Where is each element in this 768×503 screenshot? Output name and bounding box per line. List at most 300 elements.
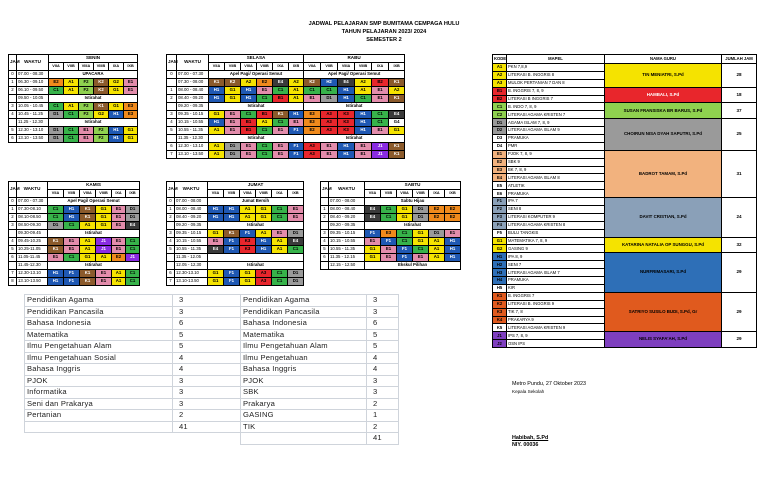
subject-code-cell: A1 [64, 87, 79, 95]
schedule-table-jumat [166, 181, 304, 286]
subject-code-cell: H1 [109, 111, 124, 119]
summary-hours: 3 [367, 306, 399, 318]
summary-subject: PJOK [25, 375, 173, 387]
summary-row [25, 375, 241, 387]
subject-code-cell: G1 [397, 206, 413, 214]
schedule-row [9, 206, 140, 214]
header-kode: KODE [493, 55, 507, 64]
subject-code-cell: E1 [112, 206, 126, 214]
row-waktu: 10.15 - 10.55 [177, 119, 209, 127]
subject-code: E4 [493, 174, 507, 182]
subject-code-cell: D1 [126, 214, 140, 222]
summary-subject: Bahasa Indonesia [25, 318, 173, 330]
subject-code-cell: A1 [429, 246, 445, 254]
schedule-row [321, 254, 461, 262]
subject-code-cell: E1 [112, 238, 126, 246]
row-jam: 8 [9, 278, 17, 286]
subject-code-cell: J1 [372, 151, 389, 159]
schedule-row [9, 71, 138, 79]
schedule-row [9, 198, 140, 206]
subject-name: KIR [507, 284, 605, 292]
subject-code-cell: G1 [96, 206, 112, 214]
subject-code-cell: G1 [96, 222, 112, 230]
summary-hours: 6 [173, 318, 241, 330]
row-waktu: 10.05 - 10.45 [17, 103, 49, 111]
subject-code-cell: H1 [208, 206, 224, 214]
subject-code: E2 [493, 158, 507, 166]
subject-code-cell: E1 [112, 246, 126, 254]
subject-code: J1 [493, 332, 507, 340]
row-activity: Istirahat [304, 135, 405, 143]
schedule-row [167, 262, 304, 270]
subject-name: LITERASI B. INGGRIS 8 [507, 71, 605, 79]
subject-code-cell: E1 [64, 238, 80, 246]
subject-code: H5 [493, 284, 507, 292]
subject-code-cell: E1 [124, 79, 138, 87]
subject-code-cell: D1 [429, 230, 445, 238]
subject-code-cell: F1 [365, 230, 381, 238]
schedule-row [9, 230, 140, 238]
row-waktu: 10.55 - 11.35 [329, 246, 365, 254]
subject-code-cell: G1 [109, 103, 124, 111]
row-waktu: 10.45 - 11.25 [17, 111, 49, 119]
row-waktu: 07.30-08.10 [17, 206, 48, 214]
teacher-hours: 31 [722, 150, 757, 197]
row-jam: 2 [9, 87, 17, 95]
subject-code-cell: E4 [389, 111, 405, 119]
subject-code-cell: D1 [49, 111, 64, 119]
subject-code-cell: K1 [273, 111, 289, 119]
summary-subject: Matematika [241, 329, 367, 341]
subject-code-cell: G1 [208, 230, 224, 238]
schedule-row [321, 262, 461, 270]
row-waktu: 09.35 - 10.15 [177, 111, 209, 119]
subject-name: BULU TANGKIS [507, 229, 605, 237]
subject-row [493, 253, 757, 261]
row-waktu: 13.10-13.50 [17, 278, 48, 286]
header-class: VIIA [304, 63, 321, 71]
subject-code-cell: H1 [338, 143, 355, 151]
subject-code-cell: C1 [257, 143, 273, 151]
subject-code-cell: E1 [372, 95, 389, 103]
subject-code-cell: K1 [80, 206, 96, 214]
schedule-row [167, 214, 304, 222]
summary-row [241, 421, 399, 433]
row-waktu: 09.30-09.45 [17, 230, 48, 238]
row-jam: 1 [321, 206, 329, 214]
row-jam: 6 [167, 143, 177, 151]
header-class: VIIB [64, 190, 80, 198]
schedule-row [9, 214, 140, 222]
subject-code-cell: C1 [272, 278, 288, 286]
header-jam: JAM [167, 182, 175, 198]
subject-code-cell: J1 [126, 254, 140, 262]
summary-row [241, 387, 399, 399]
row-activity: Jumat Bersih [208, 198, 304, 206]
schedule-row [321, 230, 461, 238]
subject-code-cell: F2 [94, 127, 109, 135]
row-waktu: 12.05 - 12.30 [175, 262, 208, 270]
subject-code-cell: E1 [241, 143, 257, 151]
schedule-row [9, 222, 140, 230]
summary-hours: 3 [367, 387, 399, 399]
row-jam: 3 [167, 230, 175, 238]
row-jam: 5 [321, 246, 329, 254]
subject-code-cell: A3 [321, 127, 338, 135]
subject-code-cell: D1 [413, 206, 429, 214]
subject-code-cell: C1 [64, 111, 79, 119]
summary-hours: 4 [367, 364, 399, 376]
subject-code-cell: E4 [126, 222, 140, 230]
subject-code-cell: C1 [413, 246, 429, 254]
subject-code-cell: E1 [225, 119, 241, 127]
subject-code: E1 [493, 150, 507, 158]
header-class: VIIB [224, 190, 240, 198]
subject-code-cell: A1 [240, 206, 256, 214]
row-jam [167, 222, 175, 230]
subject-code-cell: K3 [338, 119, 355, 127]
header-nama-guru: NAMA GURU [605, 55, 722, 64]
subject-code-cell: H1 [445, 246, 461, 254]
subject-code-cell: E1 [355, 151, 372, 159]
row-waktu: 12.30 - 13.10 [17, 127, 49, 135]
row-waktu: 10.15 - 10.55 [329, 238, 365, 246]
subject-code-cell: C1 [48, 206, 64, 214]
schedule-row [167, 278, 304, 286]
row-activity: Istirahat [49, 95, 138, 103]
schedule-row [167, 246, 304, 254]
row-activity [208, 254, 304, 262]
row-waktu: 07.00 - 07.30 [177, 71, 209, 79]
teacher-name: CHOIRUN NISA DYAH SAPUTRI, S.Pd [605, 119, 722, 151]
subject-code: H2 [493, 261, 507, 269]
subject-code-cell: K3 [240, 238, 256, 246]
row-jam: 1 [167, 206, 175, 214]
subject-code-cell: J1 [96, 246, 112, 254]
subject-code-cell: C1 [49, 87, 64, 95]
teacher-name: BADROT TAMAM, S.Pd [605, 150, 722, 197]
subject-code-cell: H1 [241, 95, 257, 103]
schedule-row [167, 135, 405, 143]
subject-code-cell: E1 [225, 127, 241, 135]
row-activity: Istirahat [48, 230, 140, 238]
subject-name: PJOK 7, 8, 9 [507, 150, 605, 158]
subject-code-cell: G1 [256, 206, 272, 214]
subject-code-cell: A1 [257, 119, 273, 127]
subject-code: C2 [493, 111, 507, 119]
subject-code: C1 [493, 103, 507, 111]
subject-code-cell: H1 [256, 238, 272, 246]
header-jam: JAM [9, 182, 17, 198]
row-jam: 0 [167, 198, 175, 206]
header-class: IXA [272, 190, 288, 198]
subject-code-cell: C1 [257, 127, 273, 135]
subject-code: H1 [493, 253, 507, 261]
subject-code-cell: H1 [48, 278, 64, 286]
row-jam [167, 79, 177, 87]
row-waktu: 10.55 - 11.35 [177, 127, 209, 135]
teacher-hours: 28 [722, 64, 757, 88]
subject-code-cell: F1 [224, 238, 240, 246]
summary-hours: 3 [367, 375, 399, 387]
subject-code-cell: E2 [429, 206, 445, 214]
subject-code-cell: A1 [64, 103, 79, 111]
summary-subject: Bahasa Indonesia [241, 318, 367, 330]
subject-code-cell: A3 [304, 151, 321, 159]
subject-code-cell: C1 [372, 119, 389, 127]
signature-name: Habibah, S.Pd [512, 435, 549, 441]
teacher-name: NELIS SYAFA'AH, S.Pd [605, 332, 722, 348]
summary-hours: 5 [367, 329, 399, 341]
summary-subject: Ilmu Pengetahuan Sosial [25, 352, 173, 364]
row-waktu: 09.45-10.25 [17, 238, 48, 246]
row-activity: Istirahat [209, 103, 304, 111]
subject-code-cell: B1 [273, 95, 289, 103]
header-mapel: MAPEL [507, 55, 605, 64]
subject-code-cell: F1 [224, 270, 240, 278]
subject-code-cell: K2 [94, 87, 109, 95]
row-activity: Istirahat [209, 135, 304, 143]
row-jam: 1 [9, 206, 17, 214]
subject-code-cell: A3 [256, 278, 272, 286]
row-jam: 3 [9, 103, 17, 111]
subject-code-cell: E1 [208, 238, 224, 246]
row-activity: Istirahat [208, 222, 304, 230]
subject-code-cell: H2 [321, 79, 338, 87]
subject-code-cell: E2 [429, 214, 445, 222]
subject-code-cell: A2 [355, 79, 372, 87]
subject-code-cell: K1 [48, 238, 64, 246]
row-waktu: 07.00 - 07.30 [17, 198, 48, 206]
row-activity: Istirahat [49, 119, 138, 127]
summary-subject: Pendidikan Pancasila [25, 306, 173, 318]
subject-name: BK 7, 8, 9 [507, 166, 605, 174]
subject-code-cell: E4 [208, 246, 224, 254]
header-class: VIIA [49, 63, 64, 71]
row-waktu: 08.40 - 09.20 [329, 214, 365, 222]
row-activity: Istirahat [48, 262, 140, 270]
subject-code-cell: E1 [79, 127, 94, 135]
subject-code: D3 [493, 135, 507, 143]
teacher-hours: 29 [722, 292, 757, 331]
summary-row [241, 306, 399, 318]
subject-code: A1 [493, 64, 507, 72]
header-class: VIIB [381, 190, 397, 198]
subject-code-cell: K2 [225, 79, 241, 87]
subject-code-cell: C1 [397, 230, 413, 238]
schedule-row [167, 230, 304, 238]
subject-code-cell: C1 [126, 246, 140, 254]
subject-code-cell: C1 [288, 246, 304, 254]
subject-code-cell: C1 [355, 95, 372, 103]
row-waktu: 12.30-13.10 [17, 270, 48, 278]
row-waktu: 13.10 - 13.50 [177, 151, 209, 159]
subject-row [493, 292, 757, 300]
row-waktu: 13.10-13.50 [175, 278, 208, 286]
header-jam: JAM [321, 182, 329, 198]
row-activity: Apel Pagi/ Operasi Semut [209, 71, 304, 79]
subject-code-cell: K1 [94, 103, 109, 111]
subject-code-cell: D1 [49, 127, 64, 135]
subject-code-cell: E2 [445, 214, 461, 222]
summary-hours: 2 [367, 398, 399, 410]
header-class: VIIIA [397, 190, 413, 198]
subject-code-cell: E2 [257, 79, 273, 87]
signature-role: Kepala Sekolah [512, 389, 545, 394]
schedule-row [9, 127, 138, 135]
subject-name: PRAMUKA [507, 190, 605, 198]
row-jam [9, 119, 17, 127]
subject-code: K2 [493, 300, 507, 308]
summary-row [25, 318, 241, 330]
row-activity: Ekskul Pilihan [365, 262, 461, 270]
header-day-selasa: SELASA [209, 55, 304, 63]
subject-code-cell: C1 [381, 206, 397, 214]
subject-code-cell: K1 [209, 79, 225, 87]
subject-name: B. INGGRIS 7, 8, 9 [507, 87, 605, 95]
subject-code-cell: F1 [64, 270, 80, 278]
subject-code: H4 [493, 277, 507, 285]
subject-code-cell: A1 [80, 238, 96, 246]
subject-code-cell: H1 [209, 119, 225, 127]
subject-code-cell: F2 [79, 103, 94, 111]
row-waktu: 11.35 - 12.05 [175, 254, 208, 262]
subject-code: K5 [493, 324, 507, 332]
subject-code-cell: A1 [209, 151, 225, 159]
row-jam [321, 198, 329, 206]
subject-code-cell: A3 [256, 270, 272, 278]
subject-name: LITERASI B. INGGRIS 9 [507, 300, 605, 308]
row-jam: 7 [167, 278, 175, 286]
subject-code-cell: C1 [64, 254, 80, 262]
subject-code-cell: E1 [445, 230, 461, 238]
summary-hours: 4 [367, 352, 399, 364]
subject-name: LITERASI AGAMA ISLAM 8 [507, 174, 605, 182]
title-line-year: TAHUN PELAJARAN 2023/ 2024 [341, 29, 427, 35]
subject-code-cell: E2 [304, 127, 321, 135]
subject-code: G2 [493, 245, 507, 253]
header-jumlah-jam: JUMLAH JAM [722, 55, 757, 64]
schedule-row [9, 103, 138, 111]
summary-total: 41 [367, 433, 399, 445]
subject-code-cell: A1 [112, 278, 126, 286]
subject-code: H3 [493, 269, 507, 277]
header-class: VIIB [64, 63, 79, 71]
row-jam: 1 [167, 87, 177, 95]
schedule-row [167, 270, 304, 278]
header-waktu: WAKTU [17, 182, 48, 198]
subject-code-cell: K2 [304, 79, 321, 87]
summary-row [25, 364, 241, 376]
row-waktu: 11.45-12.30 [17, 262, 48, 270]
header-class: VIIA [208, 190, 224, 198]
teacher-hours: 37 [722, 103, 757, 119]
subject-code-cell: J1 [372, 143, 389, 151]
subject-code-cell: E4 [273, 79, 289, 87]
schedule-row [9, 119, 138, 127]
subject-code-cell: C1 [257, 95, 273, 103]
subject-name: IPS 7, 8, 9 [507, 332, 605, 340]
subject-code-cell: D1 [321, 95, 338, 103]
row-jam: 2 [167, 214, 175, 222]
subject-code-cell: A1 [272, 238, 288, 246]
header-class: VIIB [321, 63, 338, 71]
summary-row [241, 329, 399, 341]
subject-code-cell: E1 [112, 222, 126, 230]
row-jam: 1 [9, 79, 17, 87]
subject-code-cell: E3 [381, 230, 397, 238]
subject-code-cell: J1 [96, 238, 112, 246]
subject-code-cell: H1 [256, 246, 272, 254]
document-title [0, 20, 768, 44]
summary-subject: Ilmu Pengetahuan [241, 352, 367, 364]
subject-code-cell: A1 [209, 127, 225, 135]
subject-code-cell: E1 [288, 214, 304, 222]
subject-code-cell: K1 [80, 278, 96, 286]
subject-row [493, 332, 757, 340]
subject-code-cell: A1 [429, 254, 445, 262]
row-activity: Istirahat [304, 103, 405, 111]
subject-name: MULOK PERTANIAN 7 DAN 8 [507, 79, 605, 87]
subject-code-cell: H1 [338, 95, 355, 103]
subject-code-cell: K1 [389, 79, 405, 87]
row-waktu: 13.10 - 13.50 [17, 135, 49, 143]
teacher-name: NURFRIMASARI, S.Pd [605, 253, 722, 292]
subject-code-cell: E1 [124, 87, 138, 95]
subject-code-cell: E4 [365, 214, 381, 222]
subject-code-cell: E2 [49, 79, 64, 87]
row-jam [167, 254, 175, 262]
subject-name: IPA 7 [507, 198, 605, 206]
teacher-hours: 18 [722, 87, 757, 103]
subject-code-cell: E1 [381, 246, 397, 254]
teacher-hours: 29 [722, 332, 757, 348]
subject-code-cell: C1 [64, 127, 79, 135]
summary-row [241, 364, 399, 376]
summary-subject: GASING [241, 410, 367, 422]
subject-code-cell: G1 [389, 127, 405, 135]
subject-code-cell: H1 [209, 95, 225, 103]
header-waktu: WAKTU [329, 182, 365, 198]
summary-hours: 3 [173, 387, 241, 399]
subject-code-cell: A1 [289, 95, 304, 103]
subject-code-cell: C1 [49, 103, 64, 111]
summary-hours: 5 [173, 329, 241, 341]
subject-code-cell: F1 [64, 278, 80, 286]
summary-row [241, 318, 399, 330]
subject-code: K4 [493, 316, 507, 324]
subject-code-cell: K2 [94, 79, 109, 87]
schedule-row [167, 71, 405, 79]
schedule-row [9, 262, 140, 270]
summary-subject: Prakarya [241, 398, 367, 410]
row-waktu: 10.55 - 11.35 [175, 246, 208, 254]
row-jam: 7 [9, 270, 17, 278]
subject-code-cell: D1 [48, 222, 64, 230]
teacher-subject-table [492, 54, 757, 348]
row-activity: Sabtu Hijau [365, 198, 461, 206]
teacher-name: SATRIYO SUSILO BUDI, S.Pd, Gr [605, 292, 722, 331]
subject-code-cell: E1 [365, 238, 381, 246]
subject-name: LITERASI AGAMA ISLAM 7 [507, 269, 605, 277]
schedule-row [167, 222, 304, 230]
subject-code-cell: E1 [372, 87, 389, 95]
subject-code-cell: D1 [288, 278, 304, 286]
subject-code-cell: H1 [64, 206, 80, 214]
subject-code-cell: E1 [372, 127, 389, 135]
summary-subject: Matematika [25, 329, 173, 341]
summary-hours: 5 [173, 341, 241, 353]
